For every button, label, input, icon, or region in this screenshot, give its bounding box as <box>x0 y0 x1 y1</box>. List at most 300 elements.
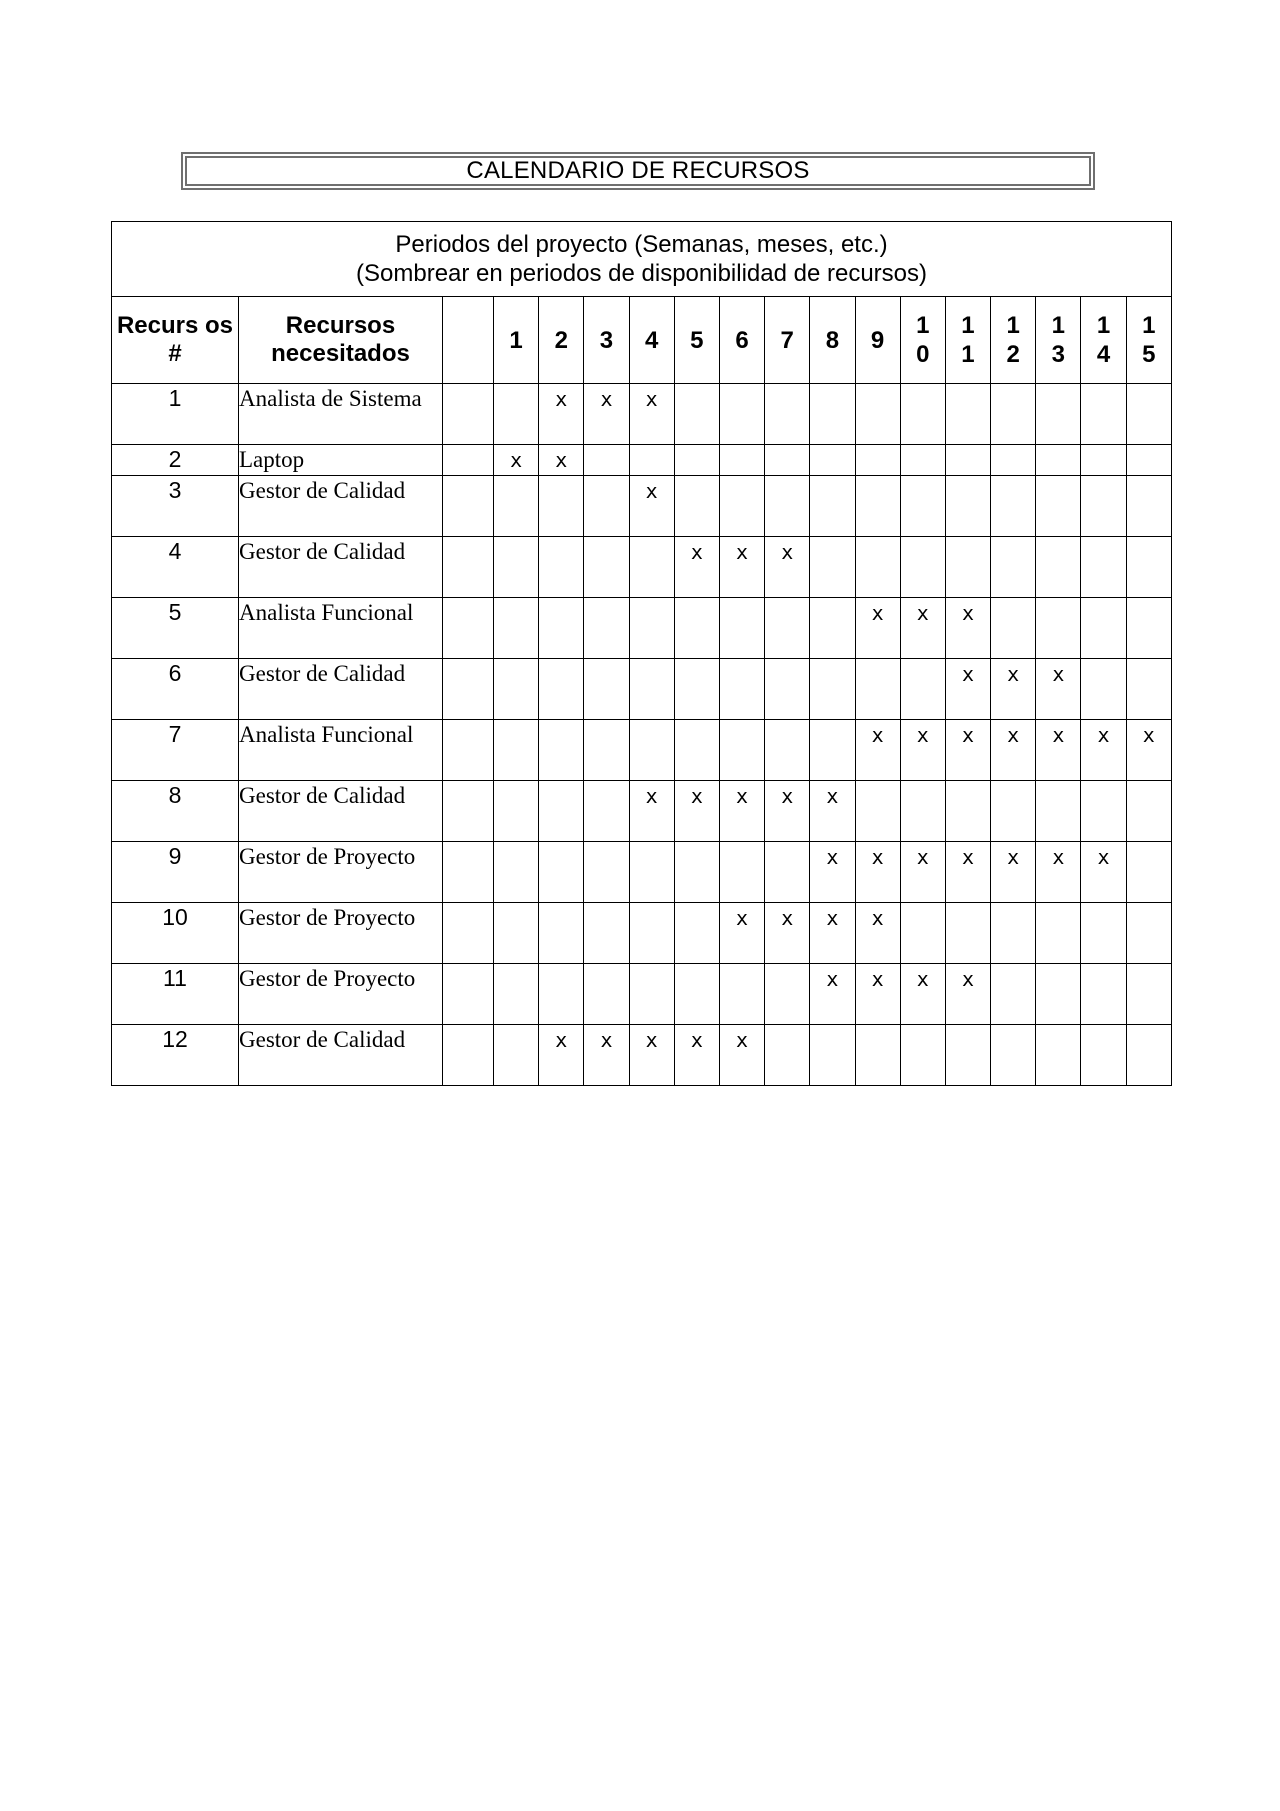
period-cell <box>945 537 990 598</box>
table-row <box>112 720 1172 781</box>
period-cell <box>629 720 674 781</box>
blank-cell <box>443 720 494 781</box>
period-cell <box>539 720 584 781</box>
period-cell <box>1081 720 1126 781</box>
period-label: 10 <box>916 312 930 368</box>
period-cell <box>991 598 1036 659</box>
availability-mark: x <box>826 967 839 991</box>
availability-mark: x <box>645 479 658 503</box>
availability-mark: x <box>1007 845 1020 869</box>
period-cell <box>1036 659 1081 720</box>
availability-mark: x <box>826 845 839 869</box>
period-cell <box>810 537 855 598</box>
period-cell <box>584 903 629 964</box>
resource-name-cell: Gestor de Proyecto <box>239 964 443 1025</box>
period-cell <box>1081 903 1126 964</box>
availability-mark: x <box>555 1028 568 1052</box>
blank-cell <box>443 781 494 842</box>
period-cell <box>900 445 945 476</box>
period-cell <box>900 781 945 842</box>
period-cell <box>855 903 900 964</box>
table-body <box>112 384 1172 1086</box>
period-cell <box>991 445 1036 476</box>
blank-cell <box>443 384 494 445</box>
table-row <box>112 476 1172 537</box>
column-header-period <box>900 297 945 384</box>
availability-mark: x <box>1097 845 1110 869</box>
period-label: 6 <box>735 326 749 354</box>
table-row <box>112 842 1172 903</box>
resource-name-cell: Gestor de Proyecto <box>239 842 443 903</box>
period-cell <box>810 781 855 842</box>
period-cell <box>719 842 764 903</box>
period-cell <box>991 903 1036 964</box>
availability-mark: x <box>781 540 794 564</box>
period-cell <box>719 781 764 842</box>
period-cell <box>494 720 539 781</box>
availability-mark: x <box>916 723 929 747</box>
availability-mark: x <box>961 601 974 625</box>
period-cell <box>1126 720 1171 781</box>
period-cell <box>719 537 764 598</box>
period-cell <box>719 384 764 445</box>
period-cell <box>584 476 629 537</box>
availability-mark: x <box>916 601 929 625</box>
resource-id-cell: 6 <box>112 659 239 720</box>
period-cell <box>629 842 674 903</box>
period-cell <box>494 476 539 537</box>
availability-mark: x <box>736 784 749 808</box>
period-cell <box>991 781 1036 842</box>
period-cell <box>900 964 945 1025</box>
table-row <box>112 781 1172 842</box>
period-cell <box>494 598 539 659</box>
period-cell <box>900 384 945 445</box>
blank-cell <box>443 598 494 659</box>
period-cell <box>494 537 539 598</box>
period-cell <box>810 598 855 659</box>
period-cell <box>584 1025 629 1086</box>
period-cell <box>539 598 584 659</box>
blank-cell <box>443 903 494 964</box>
availability-mark: x <box>961 967 974 991</box>
period-cell <box>855 476 900 537</box>
period-cell <box>900 842 945 903</box>
column-header-period <box>1036 297 1081 384</box>
availability-mark: x <box>510 448 523 472</box>
period-cell <box>674 476 719 537</box>
period-label: 11 <box>961 312 975 368</box>
blank-cell <box>443 964 494 1025</box>
period-cell <box>1081 476 1126 537</box>
availability-mark: x <box>961 723 974 747</box>
resource-name-cell: Analista de Sistema <box>239 384 443 445</box>
availability-mark: x <box>645 1028 658 1052</box>
period-cell <box>629 445 674 476</box>
column-header-resources-needed: Recursos necesitados <box>239 297 443 384</box>
periods-header-line2: (Sombrear en periodos de disponibilidad de recursos) <box>356 260 927 287</box>
period-cell <box>1081 537 1126 598</box>
availability-mark: x <box>961 662 974 686</box>
blank-cell <box>443 1025 494 1086</box>
period-cell <box>855 781 900 842</box>
availability-mark: x <box>871 723 884 747</box>
resource-id-cell: 2 <box>112 445 239 476</box>
period-cell <box>810 476 855 537</box>
period-cell <box>539 384 584 445</box>
period-cell <box>539 903 584 964</box>
period-cell <box>945 903 990 964</box>
period-cell <box>855 384 900 445</box>
period-label: 8 <box>825 326 840 354</box>
period-cell <box>945 598 990 659</box>
resource-id-cell: 5 <box>112 598 239 659</box>
period-cell <box>584 842 629 903</box>
period-label: 12 <box>1006 312 1020 368</box>
period-cell <box>629 903 674 964</box>
period-cell <box>629 476 674 537</box>
period-cell <box>1081 964 1126 1025</box>
table-row <box>112 445 1172 476</box>
period-cell <box>674 842 719 903</box>
availability-mark: x <box>916 845 929 869</box>
availability-mark: x <box>871 601 884 625</box>
availability-mark: x <box>1052 662 1065 686</box>
period-cell <box>1126 842 1171 903</box>
period-cell <box>539 964 584 1025</box>
period-cell <box>855 842 900 903</box>
availability-mark: x <box>781 906 794 930</box>
periods-header-line1: Periodos del proyecto (Semanas, meses, etc.) <box>395 231 888 258</box>
period-cell <box>1036 445 1081 476</box>
period-cell <box>810 903 855 964</box>
column-header-period <box>674 297 719 384</box>
period-cell <box>765 964 810 1025</box>
availability-mark: x <box>1142 723 1155 747</box>
period-cell <box>945 476 990 537</box>
period-cell <box>584 964 629 1025</box>
period-cell <box>855 598 900 659</box>
period-cell <box>810 384 855 445</box>
period-cell <box>1036 1025 1081 1086</box>
column-header-period <box>629 297 674 384</box>
period-cell <box>719 659 764 720</box>
period-label: 1 <box>509 326 523 354</box>
availability-mark: x <box>690 784 703 808</box>
column-header-period <box>1081 297 1126 384</box>
period-cell <box>991 964 1036 1025</box>
period-cell <box>945 720 990 781</box>
availability-mark: x <box>1097 723 1110 747</box>
availability-mark: x <box>736 906 749 930</box>
period-cell <box>765 842 810 903</box>
period-cell <box>539 445 584 476</box>
period-cell <box>674 720 719 781</box>
period-label: 3 <box>599 326 614 354</box>
period-cell <box>1126 659 1171 720</box>
availability-mark: x <box>555 387 568 411</box>
period-cell <box>494 842 539 903</box>
resource-id-cell: 1 <box>112 384 239 445</box>
resource-name-cell: Gestor de Calidad <box>239 659 443 720</box>
period-cell <box>494 659 539 720</box>
column-header-resource-id: Recurs os # <box>112 297 239 384</box>
period-cell <box>539 537 584 598</box>
period-cell <box>1081 781 1126 842</box>
period-cell <box>674 445 719 476</box>
table-row <box>112 598 1172 659</box>
period-cell <box>674 598 719 659</box>
availability-mark: x <box>871 906 884 930</box>
period-cell <box>900 537 945 598</box>
period-cell <box>855 1025 900 1086</box>
period-cell <box>1036 598 1081 659</box>
period-cell <box>991 1025 1036 1086</box>
period-cell <box>765 537 810 598</box>
period-label: 13 <box>1051 312 1066 368</box>
blank-cell <box>443 445 494 476</box>
column-header-period <box>1126 297 1171 384</box>
blank-cell <box>443 476 494 537</box>
period-cell <box>584 537 629 598</box>
period-cell <box>765 659 810 720</box>
availability-mark: x <box>1052 723 1065 747</box>
period-cell <box>991 384 1036 445</box>
period-cell <box>629 1025 674 1086</box>
availability-mark: x <box>871 967 884 991</box>
period-cell <box>855 445 900 476</box>
period-cell <box>991 720 1036 781</box>
period-cell <box>765 476 810 537</box>
period-cell <box>810 720 855 781</box>
table-row <box>112 384 1172 445</box>
availability-mark: x <box>645 784 658 808</box>
availability-mark: x <box>555 448 568 472</box>
period-cell <box>900 598 945 659</box>
availability-mark: x <box>826 906 839 930</box>
period-cell <box>494 1025 539 1086</box>
period-cell <box>674 537 719 598</box>
period-cell <box>629 659 674 720</box>
blank-cell <box>443 659 494 720</box>
period-cell <box>674 781 719 842</box>
period-cell <box>719 1025 764 1086</box>
period-label: 4 <box>644 326 659 354</box>
period-cell <box>674 964 719 1025</box>
period-cell <box>539 842 584 903</box>
period-cell <box>765 445 810 476</box>
period-cell <box>991 476 1036 537</box>
period-cell <box>629 384 674 445</box>
resource-id-cell: 11 <box>112 964 239 1025</box>
period-cell <box>539 1025 584 1086</box>
resource-calendar-table <box>111 221 1172 1086</box>
period-cell <box>765 384 810 445</box>
period-cell <box>945 659 990 720</box>
resource-id-cell: 8 <box>112 781 239 842</box>
resource-name-cell: Gestor de Calidad <box>239 1025 443 1086</box>
blank-cell <box>443 537 494 598</box>
resource-name-cell: Gestor de Calidad <box>239 781 443 842</box>
period-cell <box>1036 842 1081 903</box>
period-cell <box>1036 903 1081 964</box>
period-cell <box>1036 384 1081 445</box>
period-cell <box>1036 476 1081 537</box>
availability-mark: x <box>1052 845 1065 869</box>
availability-mark: x <box>600 387 613 411</box>
availability-mark: x <box>690 540 703 564</box>
period-cell <box>810 659 855 720</box>
availability-mark: x <box>645 387 658 411</box>
period-cell <box>855 964 900 1025</box>
period-label: 9 <box>870 326 885 354</box>
column-header-period <box>539 297 584 384</box>
period-cell <box>900 476 945 537</box>
period-cell <box>674 384 719 445</box>
period-cell <box>1081 445 1126 476</box>
period-cell <box>629 537 674 598</box>
period-cell <box>1126 445 1171 476</box>
period-cell <box>1081 659 1126 720</box>
period-label: 5 <box>690 326 704 354</box>
column-header-period <box>810 297 855 384</box>
period-cell <box>991 537 1036 598</box>
resource-id-cell: 9 <box>112 842 239 903</box>
period-cell <box>719 476 764 537</box>
availability-mark: x <box>826 784 839 808</box>
period-label: 2 <box>554 326 568 354</box>
period-cell <box>539 476 584 537</box>
column-header-period <box>719 297 764 384</box>
period-cell <box>945 964 990 1025</box>
resource-name-cell: Analista Funcional <box>239 720 443 781</box>
period-cell <box>1036 537 1081 598</box>
availability-mark: x <box>600 1028 613 1052</box>
period-cell <box>810 964 855 1025</box>
resource-name-cell: Analista Funcional <box>239 598 443 659</box>
availability-mark: x <box>1007 662 1020 686</box>
period-cell <box>1036 781 1081 842</box>
period-label: 14 <box>1096 312 1111 368</box>
period-cell <box>719 720 764 781</box>
availability-mark: x <box>736 540 749 564</box>
period-cell <box>629 781 674 842</box>
period-cell <box>584 720 629 781</box>
period-cell <box>991 659 1036 720</box>
period-cell <box>629 598 674 659</box>
availability-mark: x <box>1007 723 1020 747</box>
period-cell <box>900 903 945 964</box>
period-cell <box>494 781 539 842</box>
periods-header <box>112 222 1172 297</box>
period-cell <box>810 445 855 476</box>
resource-id-cell: 12 <box>112 1025 239 1086</box>
period-cell <box>494 964 539 1025</box>
period-cell <box>1126 781 1171 842</box>
table-row <box>112 659 1172 720</box>
period-cell <box>765 781 810 842</box>
period-cell <box>1126 964 1171 1025</box>
document-title: CALENDARIO DE RECURSOS <box>181 152 1095 190</box>
period-cell <box>1126 903 1171 964</box>
resource-name-cell: Gestor de Proyecto <box>239 903 443 964</box>
resource-name-cell: Gestor de Calidad <box>239 537 443 598</box>
column-header-blank <box>443 297 494 384</box>
period-cell <box>1081 1025 1126 1086</box>
period-cell <box>945 842 990 903</box>
period-cell <box>1081 842 1126 903</box>
period-cell <box>1036 720 1081 781</box>
period-cell <box>1126 384 1171 445</box>
period-cell <box>674 1025 719 1086</box>
resource-name-cell: Gestor de Calidad <box>239 476 443 537</box>
period-cell <box>900 659 945 720</box>
period-cell <box>719 903 764 964</box>
availability-mark: x <box>871 845 884 869</box>
availability-mark: x <box>736 1028 749 1052</box>
period-cell <box>1126 537 1171 598</box>
period-cell <box>674 903 719 964</box>
period-cell <box>810 1025 855 1086</box>
period-cell <box>584 598 629 659</box>
period-cell <box>900 720 945 781</box>
period-cell <box>1081 384 1126 445</box>
column-header-period <box>945 297 990 384</box>
table-row <box>112 1025 1172 1086</box>
period-cell <box>945 1025 990 1086</box>
period-cell <box>945 781 990 842</box>
column-header-period <box>855 297 900 384</box>
period-cell <box>900 1025 945 1086</box>
period-cell <box>719 964 764 1025</box>
resource-id-cell: 3 <box>112 476 239 537</box>
period-cell <box>719 445 764 476</box>
period-cell <box>855 537 900 598</box>
period-cell <box>765 598 810 659</box>
period-cell <box>810 842 855 903</box>
table-row <box>112 537 1172 598</box>
period-cell <box>855 659 900 720</box>
period-cell <box>584 445 629 476</box>
period-cell <box>945 384 990 445</box>
period-cell <box>1126 476 1171 537</box>
period-cell <box>539 659 584 720</box>
period-cell <box>765 903 810 964</box>
period-cell <box>584 659 629 720</box>
period-cell <box>674 659 719 720</box>
resource-id-cell: 10 <box>112 903 239 964</box>
period-cell <box>719 598 764 659</box>
blank-cell <box>443 842 494 903</box>
period-cell <box>855 720 900 781</box>
table-row <box>112 903 1172 964</box>
period-cell <box>629 964 674 1025</box>
period-cell <box>1126 1025 1171 1086</box>
period-cell <box>991 842 1036 903</box>
availability-mark: x <box>961 845 974 869</box>
resource-id-cell: 4 <box>112 537 239 598</box>
period-cell <box>494 384 539 445</box>
period-cell <box>494 903 539 964</box>
period-label: 15 <box>1142 312 1156 368</box>
period-cell <box>765 720 810 781</box>
table-row <box>112 964 1172 1025</box>
period-cell <box>765 1025 810 1086</box>
period-cell <box>1081 598 1126 659</box>
column-header-period <box>991 297 1036 384</box>
resource-id-cell: 7 <box>112 720 239 781</box>
availability-mark: x <box>690 1028 703 1052</box>
